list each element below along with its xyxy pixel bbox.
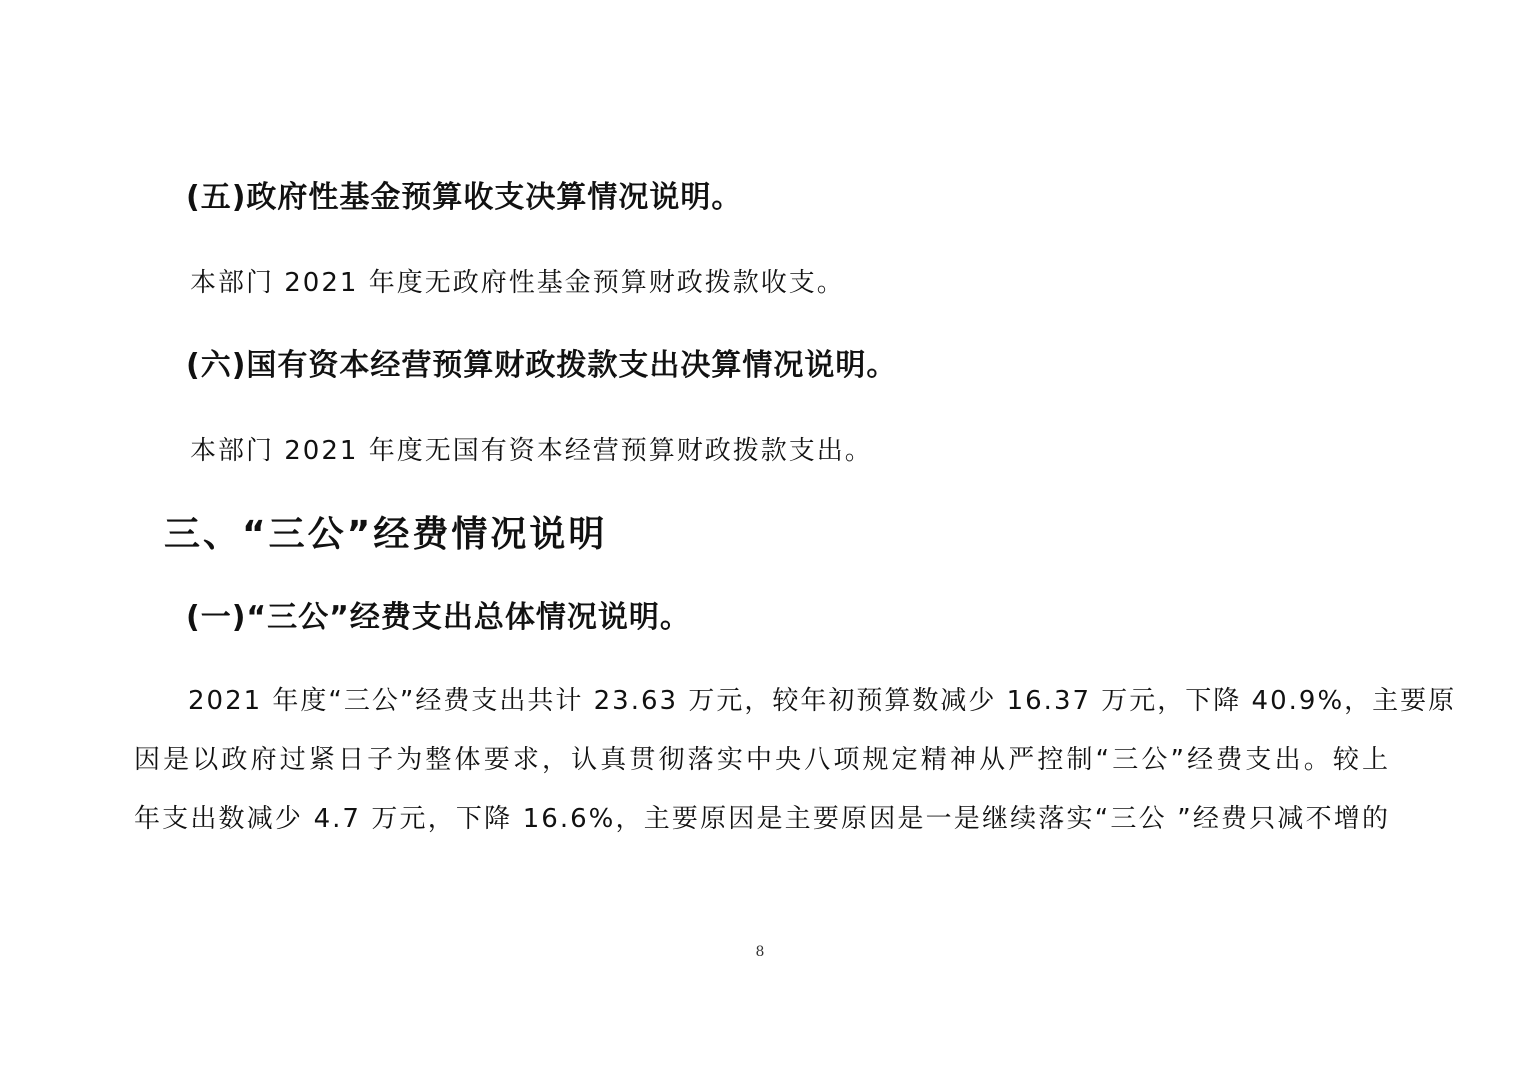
- subsection-1-heading: (一)“三公”经费支出总体情况说明。: [186, 600, 691, 635]
- paragraph-line: 年支出数减少 4.7 万元，下降 16.6%，主要原因是主要原因是一是继续落实“三公 ”经费只减不增的: [134, 804, 1390, 834]
- part-3-heading: 三、“三公”经费情况说明: [164, 514, 608, 555]
- page-number: 8: [755, 944, 765, 960]
- section-6-text: 本部门 2021 年度无国有资本经营预算财政拨款支出。: [190, 436, 873, 466]
- paragraph-line: 2021 年度“三公”经费支出共计 23.63 万元，较年初预算数减少 16.37 万元，下降 40.9%，主要原: [188, 686, 1457, 716]
- section-6-heading: (六)国有资本经营预算财政拨款支出决算情况说明。: [186, 348, 898, 383]
- section-5-text: 本部门 2021 年度无政府性基金预算财政拨款收支。: [190, 268, 845, 298]
- paragraph-line: 因是以政府过紧日子为整体要求，认真贯彻落实中央八项规定精神从严控制“三公”经费支出。较上: [134, 745, 1390, 775]
- section-5-heading: (五)政府性基金预算收支决算情况说明。: [186, 180, 743, 215]
